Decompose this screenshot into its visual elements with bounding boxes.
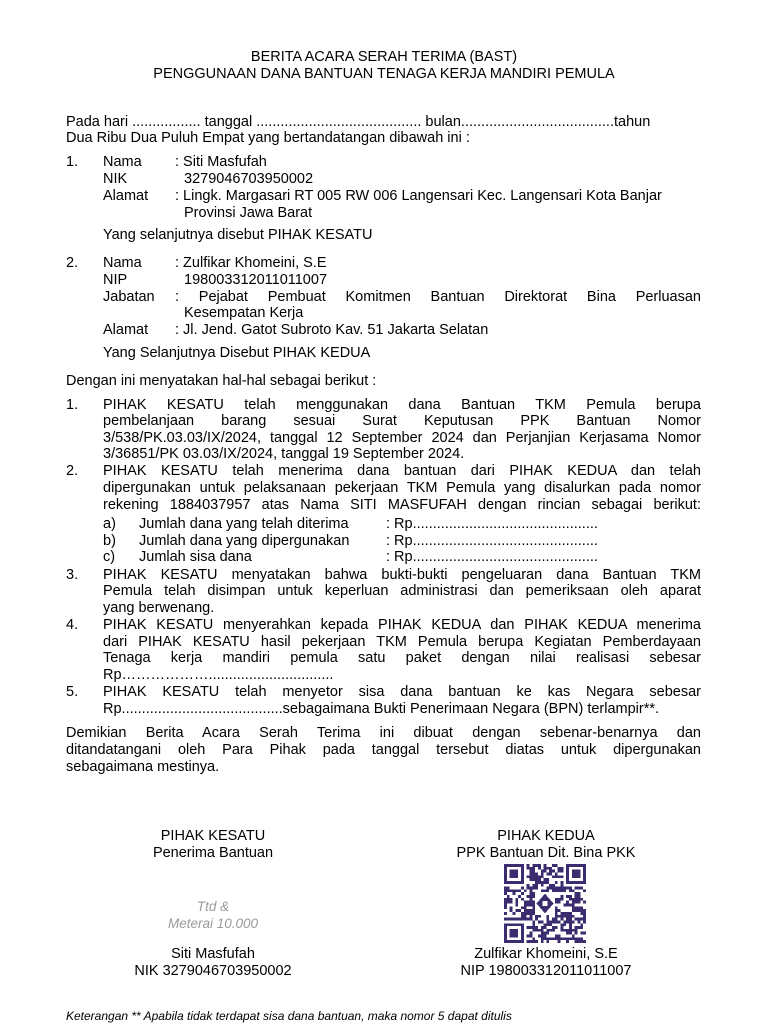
sign-right-name: Zulfikar Khomeini, S.E [474, 946, 618, 962]
item-1-line: PIHAK KESATU telah menggunakan dana Bantuan TKM Pemula berupa [103, 397, 701, 413]
item-2-line: PIHAK KESATU telah menerima dana bantuan dari PIHAK KEDUA dan telah [103, 463, 701, 479]
sign-right-role: PIHAK KEDUA [497, 828, 595, 844]
party2-nama-label: Nama [103, 255, 142, 271]
item-4-number: 4. [66, 617, 79, 633]
party1-alamat-label: Alamat [103, 188, 149, 204]
party1-nik-value: 3279046703950002 [184, 171, 314, 187]
item-2b-label: Jumlah dana yang dipergunakan [139, 533, 350, 549]
closing-line: Demikian Berita Acara Serah Terima ini dibuat dengan sebenar-benarnya dan [66, 725, 701, 741]
item-3-line: PIHAK KESATU menyatakan bahwa bukti-bukti pengeluaran dana Bantuan TKM [103, 567, 701, 583]
item-1-number: 1. [66, 397, 79, 413]
stamp-placeholder-line-2: Meterai 10.000 [167, 916, 259, 931]
party2-jabatan-value-2: Kesempatan Kerja [184, 305, 304, 321]
party1-number: 1. [66, 154, 79, 170]
party2-alamat-value: : Jl. Jend. Gatot Subroto Kav. 51 Jakarta Selatan [175, 322, 489, 338]
footnote: Keterangan ** Apabila tidak terdapat sisa dana bantuan, maka nomor 5 dapat ditulis [66, 1009, 512, 1023]
party1-nik-label: NIK [103, 171, 128, 187]
party2-nip-label: NIP [103, 272, 128, 288]
item-2-number: 2. [66, 463, 79, 479]
party2-nama-value: : Zulfikar Khomeini, S.E [175, 255, 327, 271]
sign-left-role: PIHAK KESATU [160, 828, 266, 844]
item-4-line: Rp………………............................... [103, 667, 334, 683]
item-5-line: PIHAK KESATU telah menyetor sisa dana bantuan ke kas Negara sebesar [103, 684, 701, 700]
item-3-number: 3. [66, 567, 79, 583]
sign-right-id: NIP 198003312011011007 [460, 963, 632, 979]
item-3-line: yang berwenang. [103, 600, 215, 616]
sign-right-subrole: PPK Bantuan Dit. Bina PKK [456, 845, 636, 861]
item-3-line: Pemula telah disimpan untuk keperluan administrasi dan pemeriksaan oleh aparat [103, 583, 701, 599]
item-2-line: dipergunakan untuk pelaksanaan pekerjaan TKM Pemula yang disalurkan pada nomor [103, 480, 701, 496]
item-5-number: 5. [66, 684, 79, 700]
item-2c-value: : Rp.............................................. [386, 549, 598, 565]
item-4-line: Tenaga kerja mandiri pemula satu paket dengan nilai realisasi sebesar [103, 650, 701, 666]
sign-left-name: Siti Masfufah [171, 946, 255, 962]
party2-nip-value: 198003312011011007 [184, 272, 328, 288]
item-2b-letter: b) [103, 533, 116, 549]
item-4-line: PIHAK KESATU menyerahkan kepada PIHAK KEDUA dan PIHAK KEDUA menerima [103, 617, 701, 633]
sign-left-subrole: Penerima Bantuan [152, 845, 274, 861]
party2-alamat-label: Alamat [103, 322, 149, 338]
item-2b-value: : Rp.............................................. [386, 533, 598, 549]
party1-designation: Yang selanjutnya disebut PIHAK KESATU [103, 227, 373, 243]
party2-designation: Yang Selanjutnya Disebut PIHAK KEDUA [103, 345, 371, 361]
stamp-placeholder-line-1: Ttd & [196, 899, 230, 914]
party2-jabatan-value-1: : Pejabat Pembuat Komitmen Bantuan Direktorat Bina Perluasan [175, 289, 701, 305]
qr-code-icon [504, 864, 586, 943]
party1-alamat-value-1: : Lingk. Margasari RT 005 RW 006 Langensari Kec. Langensari Kota Banjar [175, 188, 662, 204]
closing-line: sebagaimana mestinya. [66, 759, 220, 775]
item-2c-label: Jumlah sisa dana [139, 549, 252, 565]
item-2a-label: Jumlah dana yang telah diterima [139, 516, 349, 532]
document-subtitle: PENGGUNAAN DANA BANTUAN TENAGA KERJA MANDIRI PEMULA [153, 66, 615, 82]
party2-number: 2. [66, 255, 79, 271]
item-2a-letter: a) [103, 516, 116, 532]
intro-line-2: Dua Ribu Dua Puluh Empat yang bertandatangan dibawah ini : [66, 130, 470, 146]
item-1-line: 3/538/PK.03.03/IX/2024, tanggal 12 September 2024 dan Perjanjian Kerjasama Nomor [103, 430, 701, 446]
sign-left-id: NIK 3279046703950002 [134, 963, 292, 979]
party1-alamat-value-2: Provinsi Jawa Barat [184, 205, 313, 221]
item-1-line: pembelanjaan barang sesuai Surat Keputusan PPK Bantuan Nomor [103, 413, 701, 429]
item-1-line: 3/36851/PK 03.03/IX/2024, tanggal 19 September 2024. [103, 446, 465, 462]
party2-jabatan-label: Jabatan [103, 289, 155, 305]
document-title: BERITA ACARA SERAH TERIMA (BAST) [250, 49, 518, 65]
item-2a-value: : Rp.............................................. [386, 516, 598, 532]
item-2-line: rekening 1884037957 atas Nama SITI MASFUFAH dengan rincian sebagai berikut: [103, 497, 701, 513]
item-2c-letter: c) [103, 549, 116, 565]
party1-nama-value: : Siti Masfufah [175, 154, 267, 170]
intro-line-1: Pada hari ................. tanggal ......................................... bulan......................................tahun [66, 114, 651, 130]
item-4-line: dari PIHAK KESATU hasil pekerjaan TKM Pemula berupa Kegiatan Pemberdayaan [103, 634, 701, 650]
statement-intro: Dengan ini menyatakan hal-hal sebagai berikut : [66, 373, 377, 389]
closing-line: ditandatangani oleh Para Pihak pada tanggal tersebut diatas untuk dipergunakan [66, 742, 701, 758]
party1-nama-label: Nama [103, 154, 142, 170]
item-5-line: Rp........................................sebagaimana Bukti Penerimaan Negara (BPN) terlampir**. [103, 701, 660, 717]
